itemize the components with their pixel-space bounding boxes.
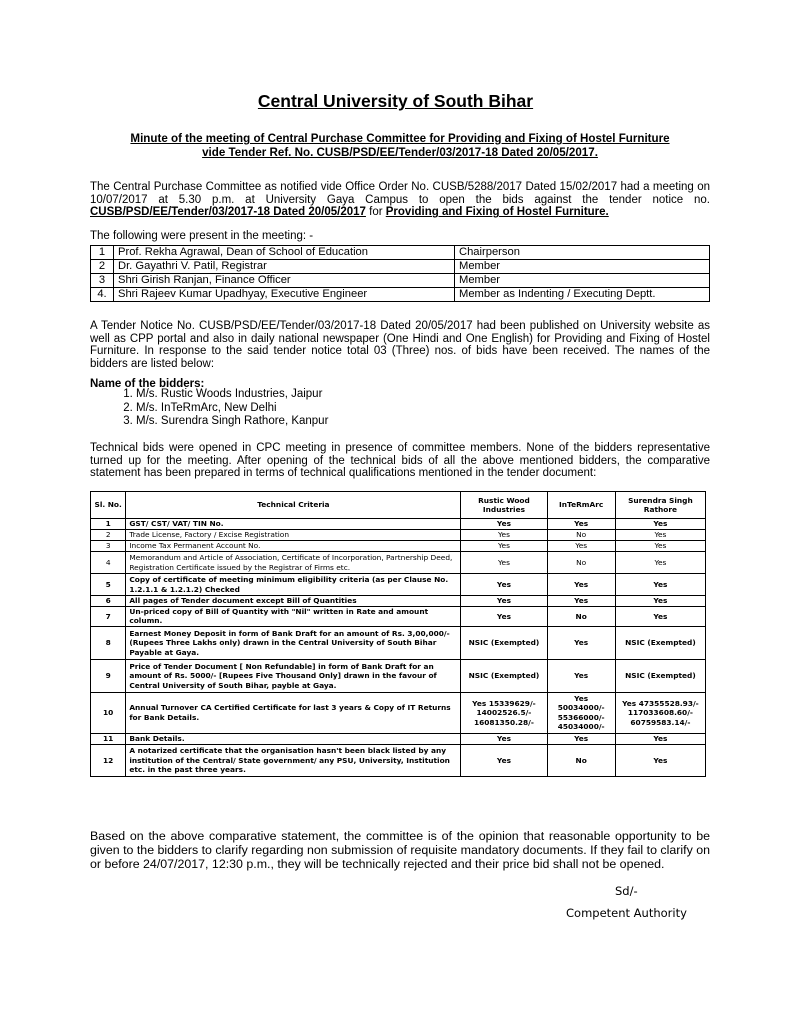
bidder-2-value: Yes [547, 519, 615, 530]
technical-paragraph: Technical bids were opened in CPC meeting in presence of committee members. None of the bidders representative turned up for the meeting. After opening of the technical bids of all the above mentioned bidders, the comparative statement has been prepared in terms of technical qualifications mentioned in the tender document: [90, 442, 710, 480]
bidder-item: 3. M/s. Surendra Singh Rathore, Kanpur [136, 415, 328, 429]
member-name: Dr. Gayathri V. Patil, Registrar [114, 260, 455, 274]
bidder-1-value: Yes [461, 733, 547, 744]
member-role: Chairperson [455, 246, 710, 260]
bidder-3-value: NSIC (Exempted) [615, 659, 705, 692]
criteria-row [91, 744, 706, 776]
criteria-text: Earnest Money Deposit in form of Bank Draft for an amount of Rs. 3,00,000/- (Rupees Three Lakhs only) drawn in the Central University of South Bihar Payable at Gaya. [126, 626, 461, 659]
criteria-sl: 12 [91, 744, 126, 776]
member-name: Shri Girish Ranjan, Finance Officer [114, 274, 455, 288]
criteria-sl: 6 [91, 596, 126, 607]
member-name: Prof. Rekha Agrawal, Dean of School of Education [114, 246, 455, 260]
member-no: 1 [91, 246, 114, 260]
criteria-text: All pages of Tender document except Bill of Quantities [126, 596, 461, 607]
bidder-1-value: Yes [461, 541, 547, 552]
criteria-text: Bank Details. [126, 733, 461, 744]
present-heading: The following were present in the meeting: - [90, 230, 314, 242]
member-no: 3 [91, 274, 114, 288]
bidder-3-value: Yes [615, 519, 705, 530]
member-row [91, 246, 710, 260]
bidder-1-value: Yes [461, 596, 547, 607]
criteria-row [91, 626, 706, 659]
competent-authority: Competent Authority [566, 906, 687, 920]
bidder-1-value: Yes 15339629/- 14002526.5/- 16081350.28/- [461, 692, 547, 733]
member-no: 4. [91, 288, 114, 302]
bidder-1-value: NSIC (Exempted) [461, 659, 547, 692]
criteria-sl: 4 [91, 552, 126, 574]
criteria-table [90, 491, 706, 777]
header-sl-no: Sl. No. [91, 492, 126, 519]
criteria-sl: 7 [91, 607, 126, 627]
criteria-row [91, 552, 706, 574]
bidder-2-value: No [547, 607, 615, 627]
bidder-3-value: Yes [615, 744, 705, 776]
bidder-3-value: Yes [615, 541, 705, 552]
header-bidder-3: Surendra Singh Rathore [615, 492, 705, 519]
conclusion-paragraph: Based on the above comparative statement, the committee is of the opinion that reasonable opportunity to be given to the bidders to clarify regarding non submission of requisite mandatory documents. If they fail to clarify on or before 24/07/2017, 12:30 p.m., they will be technically rejected and their price bid shall not be opened. [90, 829, 710, 871]
criteria-sl: 9 [91, 659, 126, 692]
bidder-1-value: Yes [461, 519, 547, 530]
bidder-2-value: No [547, 552, 615, 574]
bidder-item: 1. M/s. Rustic Woods Industries, Jaipur [136, 388, 328, 402]
member-row [91, 260, 710, 274]
criteria-sl: 11 [91, 733, 126, 744]
members-table [90, 245, 710, 302]
bidder-2-value: Yes 50034000/- 55366000/- 45034000/- [547, 692, 615, 733]
bidder-3-value: Yes [615, 607, 705, 627]
criteria-text: GST/ CST/ VAT/ TIN No. [126, 519, 461, 530]
bidder-2-value: No [547, 530, 615, 541]
bidder-1-value: Yes [461, 744, 547, 776]
bidder-2-value: Yes [547, 574, 615, 596]
tender-subject: Providing and Fixing of Hostel Furniture. [385, 206, 609, 219]
criteria-sl: 5 [91, 574, 126, 596]
member-row [91, 274, 710, 288]
member-row [91, 288, 710, 302]
bidder-2-value: Yes [547, 626, 615, 659]
bidder-2-value: No [547, 744, 615, 776]
bidder-1-value: Yes [461, 552, 547, 574]
criteria-text: Memorandum and Article of Association, Certificate of Incorporation, Partnership Deed, Registration Certificate issued by the Registrar of Firms etc. [126, 552, 461, 574]
criteria-text: Price of Tender Document [ Non Refundable] in form of Bank Draft for an amount of Rs. 5000/- [Rupees Five Thousand Only] drawn in the favour of Central University of South Bihar, payble at Gaya. [126, 659, 461, 692]
bidder-3-value: Yes [615, 552, 705, 574]
criteria-sl: 1 [91, 519, 126, 530]
tender-notice-paragraph: A Tender Notice No. CUSB/PSD/EE/Tender/03/2017-18 Dated 20/05/2017 had been published on University website as well as CPP portal and also in daily national newspaper (One Hindi and One English) for Providing and Fixing of Hostel Furniture. In response to the said tender notice total 03 (Three) nos. of bids have been received. The names of the bidders are listed below: [90, 320, 710, 370]
bidder-1-value: Yes [461, 607, 547, 627]
criteria-sl: 10 [91, 692, 126, 733]
criteria-text: Income Tax Permanent Account No. [126, 541, 461, 552]
criteria-text: Trade License, Factory / Excise Registration [126, 530, 461, 541]
header-bidder-1: Rustic Wood Industries [461, 492, 547, 519]
member-role: Member as Indenting / Executing Deptt. [455, 288, 710, 302]
tender-reference: CUSB/PSD/EE/Tender/03/2017-18 Dated 20/05/2017 [90, 206, 366, 219]
criteria-row [91, 733, 706, 744]
criteria-row [91, 659, 706, 692]
member-no: 2 [91, 260, 114, 274]
minute-subtitle [80, 132, 720, 160]
criteria-row [91, 519, 706, 530]
bidder-1-value: Yes [461, 574, 547, 596]
member-role: Member [455, 260, 710, 274]
bidder-3-value: Yes 47355528.93/- 117033608.60/- 60759583.14/- [615, 692, 705, 733]
criteria-text: Un-priced copy of Bill of Quantity with "Nil" written in Rate and amount column. [126, 607, 461, 627]
criteria-sl: 2 [91, 530, 126, 541]
criteria-row [91, 530, 706, 541]
bidder-2-value: Yes [547, 541, 615, 552]
bidder-3-value: Yes [615, 530, 705, 541]
bidder-1-value: NSIC (Exempted) [461, 626, 547, 659]
bidder-3-value: Yes [615, 574, 705, 596]
bidder-item: 2. M/s. InTeRmArc, New Delhi [136, 402, 328, 416]
document-title: Central University of South Bihar [257, 91, 534, 111]
member-role: Member [455, 274, 710, 288]
criteria-sl: 8 [91, 626, 126, 659]
criteria-text: Copy of certificate of meeting minimum eligibility criteria (as per Clause No. 1.2.1.1 & 1.2.1.2) Checked [126, 574, 461, 596]
intro-paragraph [90, 181, 710, 219]
criteria-header-row [91, 492, 706, 519]
subtitle-line-2: vide Tender Ref. No. CUSB/PSD/EE/Tender/03/2017-18 Dated 20/05/2017. [202, 146, 598, 159]
bidder-2-value: Yes [547, 596, 615, 607]
bidder-3-value: Yes [615, 596, 705, 607]
intro-text: The Central Purchase Committee as notified vide Office Order No. CUSB/5288/2017 Dated 15/02/2017 had a meeting on 10/07/2017 at 5.30 p.m. at University Gaya Campus to open the bids against the tender notice no. [90, 181, 710, 206]
bidder-3-value: NSIC (Exempted) [615, 626, 705, 659]
bidder-1-value: Yes [461, 530, 547, 541]
bidders-list [116, 388, 328, 429]
criteria-row [91, 692, 706, 733]
criteria-text: Annual Turnover CA Certified Certificate for last 3 years & Copy of IT Returns for Bank Details. [126, 692, 461, 733]
bidder-2-value: Yes [547, 733, 615, 744]
criteria-row [91, 541, 706, 552]
criteria-text: A notarized certificate that the organisation hasn't been black listed by any institution of the Central/ State government/ any PSU, University, Institution etc. in the past three years. [126, 744, 461, 776]
bidder-3-value: Yes [615, 733, 705, 744]
header-bidder-2: InTeRmArc [547, 492, 615, 519]
bidders-heading: Name of the bidders: [90, 378, 205, 390]
signature: Sd/- [615, 884, 638, 898]
criteria-sl: 3 [91, 541, 126, 552]
header-criteria: Technical Criteria [126, 492, 461, 519]
subtitle-line-1: Minute of the meeting of Central Purchase Committee for Providing and Fixing of Hostel Furniture [130, 132, 670, 145]
criteria-row [91, 574, 706, 596]
member-name: Shri Rajeev Kumar Upadhyay, Executive Engineer [114, 288, 455, 302]
bidder-2-value: Yes [547, 659, 615, 692]
intro-for: for [369, 206, 383, 219]
criteria-row [91, 596, 706, 607]
criteria-row [91, 607, 706, 627]
